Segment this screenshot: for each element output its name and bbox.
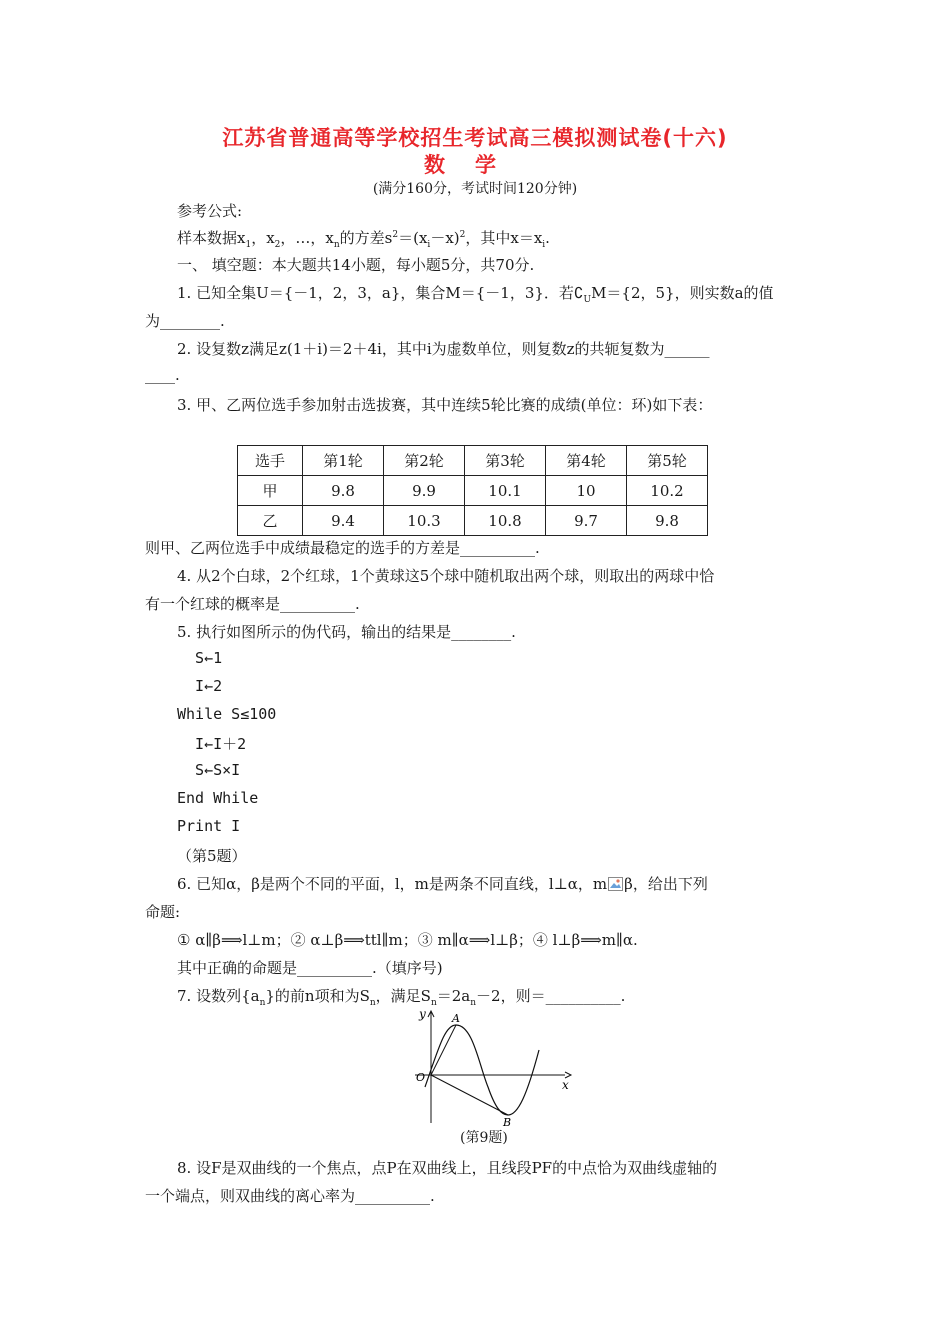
table-cell: 9.9 — [384, 476, 465, 506]
point-a-label: A — [452, 1012, 460, 1025]
segment-oa — [431, 1025, 456, 1075]
table-cell: 9.4 — [303, 506, 384, 536]
question-6-line-2: 命题: — [145, 903, 181, 921]
question-8-line-1: 8. 设F是双曲线的一个焦点，点P在双曲线上，且线段PF的中点恰为双曲线虚轴的 — [177, 1159, 718, 1177]
table-cell: 第1轮 — [303, 446, 384, 476]
table-cell: 第4轮 — [546, 446, 627, 476]
table-cell: 第2轮 — [384, 446, 465, 476]
code-line: While S≤100 — [177, 705, 277, 723]
table-cell: 10.3 — [384, 506, 465, 536]
code-line: S←1 — [177, 649, 223, 667]
formula-text: 样本数据$x_1$，$x_2$，…，$x_n$的方差$s^2=(x_i-x)^2$，其中$x=x_i$. — [177, 229, 550, 250]
table-cell: 甲 — [238, 476, 303, 506]
table-cell: 10.8 — [465, 506, 546, 536]
segment-ob — [431, 1075, 508, 1115]
question-3-line-2: 则甲、乙两位选手中成绩最稳定的选手的方差是__________. — [145, 539, 540, 557]
exam-subject: 数学 — [424, 153, 526, 177]
question-2-line-2: ____. — [145, 366, 180, 384]
question-7-line-1: 7. 设数列$\{a_n\}$的前n项和为$S_n$，满足$S_n=2a_n-2$，则＝__________. — [177, 987, 626, 1008]
table-cell: 第3轮 — [465, 446, 546, 476]
figure-caption: (第9题) — [460, 1130, 508, 1146]
y-axis-label: y — [419, 1007, 426, 1021]
code-line: End While — [177, 789, 259, 807]
table-cell: 10 — [546, 476, 627, 506]
question-6-line-4: 其中正确的命题是__________.（填序号) — [177, 959, 443, 977]
table-row — [238, 506, 708, 536]
question-3-line-1: 3. 甲、乙两位选手参加射击选拔赛，其中连续5轮比赛的成绩(单位：环)如下表： — [177, 396, 713, 414]
table-cell: 9.8 — [303, 476, 384, 506]
table-cell: 9.7 — [546, 506, 627, 536]
function-graph-figure — [405, 1005, 580, 1127]
score-table — [237, 445, 708, 536]
question-1-line-1: 1. 已知全集U＝{－1，2，3，a}，集合M＝{－1，3}．若$∁_UM=\{2$，5}，则实数a的值 — [177, 284, 774, 305]
code-caption: （第5题） — [177, 847, 247, 865]
broken-image-icon — [608, 877, 623, 891]
origin-label: O — [416, 1071, 426, 1084]
question-4-line-2: 有一个红球的概率是__________. — [145, 595, 360, 613]
section-heading: 一、 填空题：本大题共14小题，每小题5分，共70分. — [177, 256, 535, 274]
table-cell: 乙 — [238, 506, 303, 536]
code-line: I←I＋2 — [177, 735, 247, 753]
code-line: S←S×I — [177, 761, 241, 779]
table-cell: 9.8 — [627, 506, 708, 536]
question-5-line-1: 5. 执行如图所示的伪代码，输出的结果是________. — [177, 623, 516, 641]
table-cell: 10.2 — [627, 476, 708, 506]
table-cell: 选手 — [238, 446, 303, 476]
exam-note: (满分160分，考试时间120分钟) — [372, 181, 578, 197]
question-4-line-1: 4. 从2个白球，2个红球，1个黄球这5个球中随机取出两个球，则取出的两球中恰 — [177, 567, 715, 585]
table-row — [238, 476, 708, 506]
x-axis-label: x — [562, 1078, 569, 1092]
point-b-label: B — [503, 1116, 512, 1127]
code-line: Print I — [177, 817, 241, 835]
question-6-line-1: 6. 已知α，β是两个不同的平面，l，m是两条不同直线，l⊥α，m β，给出下列 — [177, 875, 708, 893]
exam-title: 江苏省普通高等学校招生考试高三模拟测试卷(十六) — [222, 126, 728, 150]
table-header-row — [238, 446, 708, 476]
question-1-line-2: 为________. — [145, 312, 225, 330]
formula-label: 参考公式: — [177, 202, 243, 220]
question-2-line-1: 2. 设复数z满足z(1＋i)＝2＋4i，其中i为虚数单位，则复数z的共轭复数为______ — [177, 340, 710, 358]
table-cell: 10.1 — [465, 476, 546, 506]
question-6-line-3: ① α∥β⟹l⊥m；② α⊥β⟹ttl∥m；③ m∥α⟹l⊥β；④ l⊥β⟹m∥α. — [177, 931, 638, 949]
code-line: I←2 — [177, 677, 223, 695]
table-cell: 第5轮 — [627, 446, 708, 476]
question-8-line-2: 一个端点，则双曲线的离心率为__________. — [145, 1187, 435, 1205]
